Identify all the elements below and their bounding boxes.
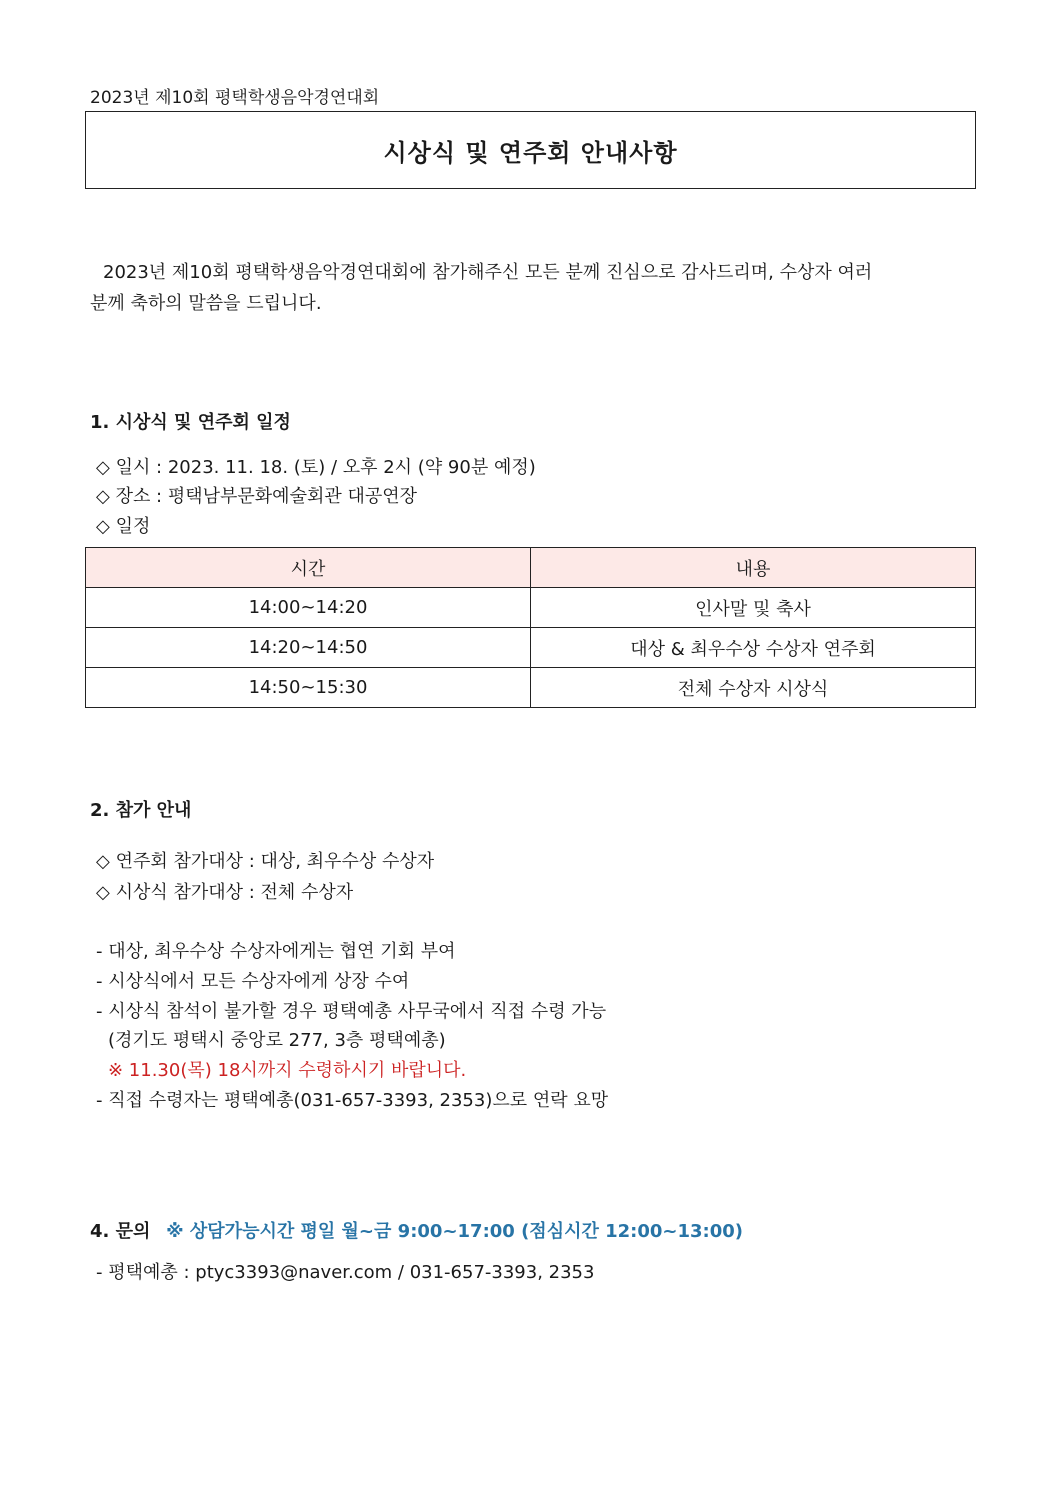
table-row [86, 668, 976, 708]
note-award: - 시상식에서 모든 수상자에게 상장 수여 [96, 971, 410, 992]
table-cell-time: 14:00~14:20 [86, 588, 531, 628]
info-venue: ◇ 장소 : 평택남부문화예술회관 대공연장 [96, 486, 418, 507]
info-schedule: ◇ 일정 [96, 516, 151, 537]
page-title: 시상식 및 연주회 안내사항 [383, 138, 678, 167]
section-2-heading: 2. 참가 안내 [90, 800, 192, 821]
table-cell-content: 인사말 및 축사 [531, 588, 976, 628]
document-header: 2023년 제10회 평택학생음악경연대회 [90, 88, 380, 108]
table-cell-content: 전체 수상자 시상식 [531, 668, 976, 708]
intro-line-2: 분께 축하의 말씀을 드립니다. [90, 293, 322, 314]
consultation-hours: ※ 상담가능시간 평일 월~금 9:00~17:00 (점심시간 12:00~13:00) [166, 1221, 744, 1242]
intro-line-1: 2023년 제10회 평택학생음악경연대회에 참가해주신 모든 분께 진심으로 감사드리며, 수상자 여러 [103, 262, 873, 283]
table-header-row [86, 548, 976, 588]
note-deadline-warning: ※ 11.30(목) 18시까지 수령하시기 바랍니다. [108, 1060, 467, 1081]
section-4-line [90, 1217, 743, 1243]
table-cell-content: 대상 & 최우수상 수상자 연주회 [531, 628, 976, 668]
table-row [86, 588, 976, 628]
section-1-heading: 1. 시상식 및 연주회 일정 [90, 412, 291, 433]
note-address: (경기도 평택시 중앙로 277, 3층 평택예총) [108, 1030, 446, 1051]
inquiry-contact: - 평택예총 : ptyc3393@naver.com / 031-657-3393, 2353 [96, 1262, 595, 1283]
schedule-table [85, 547, 976, 708]
table-cell-time: 14:20~14:50 [86, 628, 531, 668]
table-row [86, 628, 976, 668]
title-box [85, 111, 976, 189]
section-4-heading: 4. 문의 [90, 1221, 151, 1242]
info-ceremony-target: ◇ 시상식 참가대상 : 전체 수상자 [96, 882, 354, 903]
column-header-time: 시간 [86, 548, 531, 588]
info-concert-target: ◇ 연주회 참가대상 : 대상, 최우수상 수상자 [96, 851, 435, 872]
info-datetime: ◇ 일시 : 2023. 11. 18. (토) / 오후 2시 (약 90분 예정) [96, 457, 536, 478]
column-header-content: 내용 [531, 548, 976, 588]
note-pickup: - 시상식 참석이 불가할 경우 평택예총 사무국에서 직접 수령 가능 [96, 1001, 607, 1022]
note-performance: - 대상, 최우수상 수상자에게는 협연 기회 부여 [96, 941, 456, 962]
table-cell-time: 14:50~15:30 [86, 668, 531, 708]
note-contact: - 직접 수령자는 평택예총(031-657-3393, 2353)으로 연락 요망 [96, 1090, 609, 1111]
